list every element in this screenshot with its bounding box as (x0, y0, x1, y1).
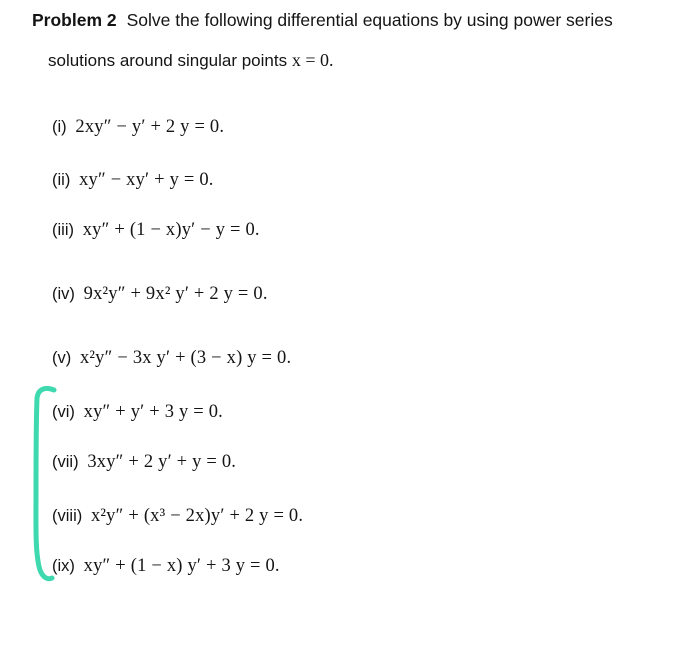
handwritten-bracket-mark (28, 384, 58, 586)
problem-instruction-continued (48, 50, 334, 71)
equation-number: (iv) (52, 285, 75, 303)
equation-number: (ii) (52, 171, 71, 189)
instruction-continuation: solutions around singular points (48, 51, 288, 70)
equation-number: (iii) (52, 221, 74, 239)
equation-v (52, 348, 291, 369)
equation-expression: xy″ + y′ + 3 y = 0. (83, 402, 223, 422)
problem-label: Problem 2 (32, 10, 117, 30)
bracket-stroke (36, 388, 54, 578)
equation-expression: 2xy″ − y′ + 2 y = 0. (75, 117, 225, 137)
equation-expression: xy″ − xy′ + y = 0. (79, 170, 214, 190)
equation-number: (viii) (52, 507, 83, 525)
problem-instruction: Solve the following differential equations by using power series (126, 10, 613, 30)
equation-expression: xy″ + (1 − x)y′ − y = 0. (82, 220, 260, 240)
equation-expression: x²y″ − 3x y′ + (3 − x) y = 0. (79, 348, 292, 368)
equation-expression: xy″ + (1 − x) y′ + 3 y = 0. (83, 556, 280, 576)
singular-point-condition: x = 0. (291, 50, 334, 70)
equation-expression: 3xy″ + 2 y′ + y = 0. (87, 452, 237, 472)
equation-vi (52, 402, 223, 423)
equation-number: (v) (52, 349, 72, 367)
equation-number: (vii) (52, 453, 79, 471)
equation-number: (ix) (52, 557, 75, 575)
equation-expression: x²y″ + (x³ − 2x)y′ + 2 y = 0. (90, 506, 304, 526)
problem-heading (32, 10, 613, 31)
equation-number: (i) (52, 118, 67, 136)
equation-ix (52, 556, 280, 577)
equation-expression: 9x²y″ + 9x² y′ + 2 y = 0. (83, 284, 268, 304)
equation-number: (vi) (52, 403, 75, 421)
equation-vii (52, 452, 236, 473)
equation-viii (52, 506, 303, 527)
equation-iii (52, 220, 260, 241)
equation-iv (52, 284, 268, 305)
equation-ii (52, 170, 214, 191)
equation-i (52, 117, 224, 138)
